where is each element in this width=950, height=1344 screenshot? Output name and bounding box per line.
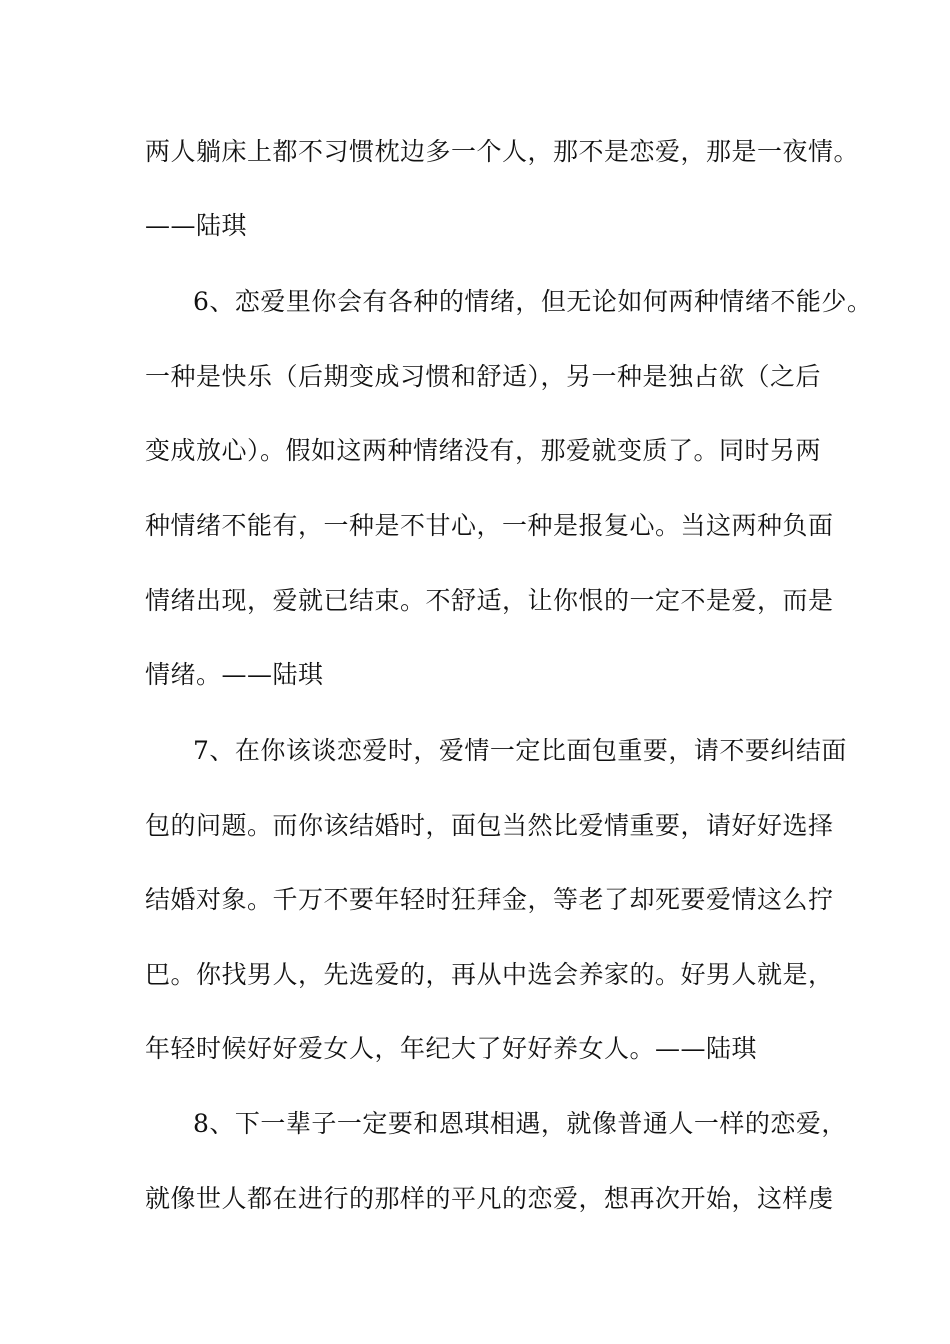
text-line: 变成放心）。假如这两种情绪没有，那爱就变质了。同时另两 (145, 436, 822, 465)
paragraph-6-start: 6、恋爱里你会有各种的情绪，但无论如何两种情绪不能少。 (193, 287, 873, 316)
text-line: 两人躺床上都不习惯枕边多一个人，那不是恋爱，那是一夜情。 (145, 137, 860, 166)
text-line: 情绪出现，爱就已结束。不舒适，让你恨的一定不是爱，而是 (145, 586, 834, 615)
paragraph-8-start: 8、下一辈子一定要和恩琪相遇，就像普通人一样的恋爱， (193, 1109, 847, 1138)
text-line: 年轻时候好好爱女人，年纪大了好好养女人。——陆琪 (145, 1034, 758, 1063)
text-line: 种情绪不能有，一种是不甘心，一种是报复心。当这两种负面 (145, 511, 834, 540)
text-line: 就像世人都在进行的那样的平凡的恋爱，想再次开始，这样虔 (145, 1184, 834, 1213)
text-line: 结婚对象。千万不要年轻时狂拜金，等老了却死要爱情这么拧 (145, 885, 834, 914)
text-line: ——陆琪 (145, 211, 248, 240)
paragraph-7-start: 7、在你该谈恋爱时，爱情一定比面包重要，请不要纠结面 (193, 736, 847, 765)
text-line: 包的问题。而你该结婚时，面包当然比爱情重要，请好好选择 (145, 811, 834, 840)
text-line: 情绪。——陆琪 (145, 660, 324, 689)
text-line: 巴。你找男人，先选爱的，再从中选会养家的。好男人就是， (145, 960, 834, 989)
text-line: 一种是快乐（后期变成习惯和舒适），另一种是独占欲（之后 (145, 362, 822, 391)
